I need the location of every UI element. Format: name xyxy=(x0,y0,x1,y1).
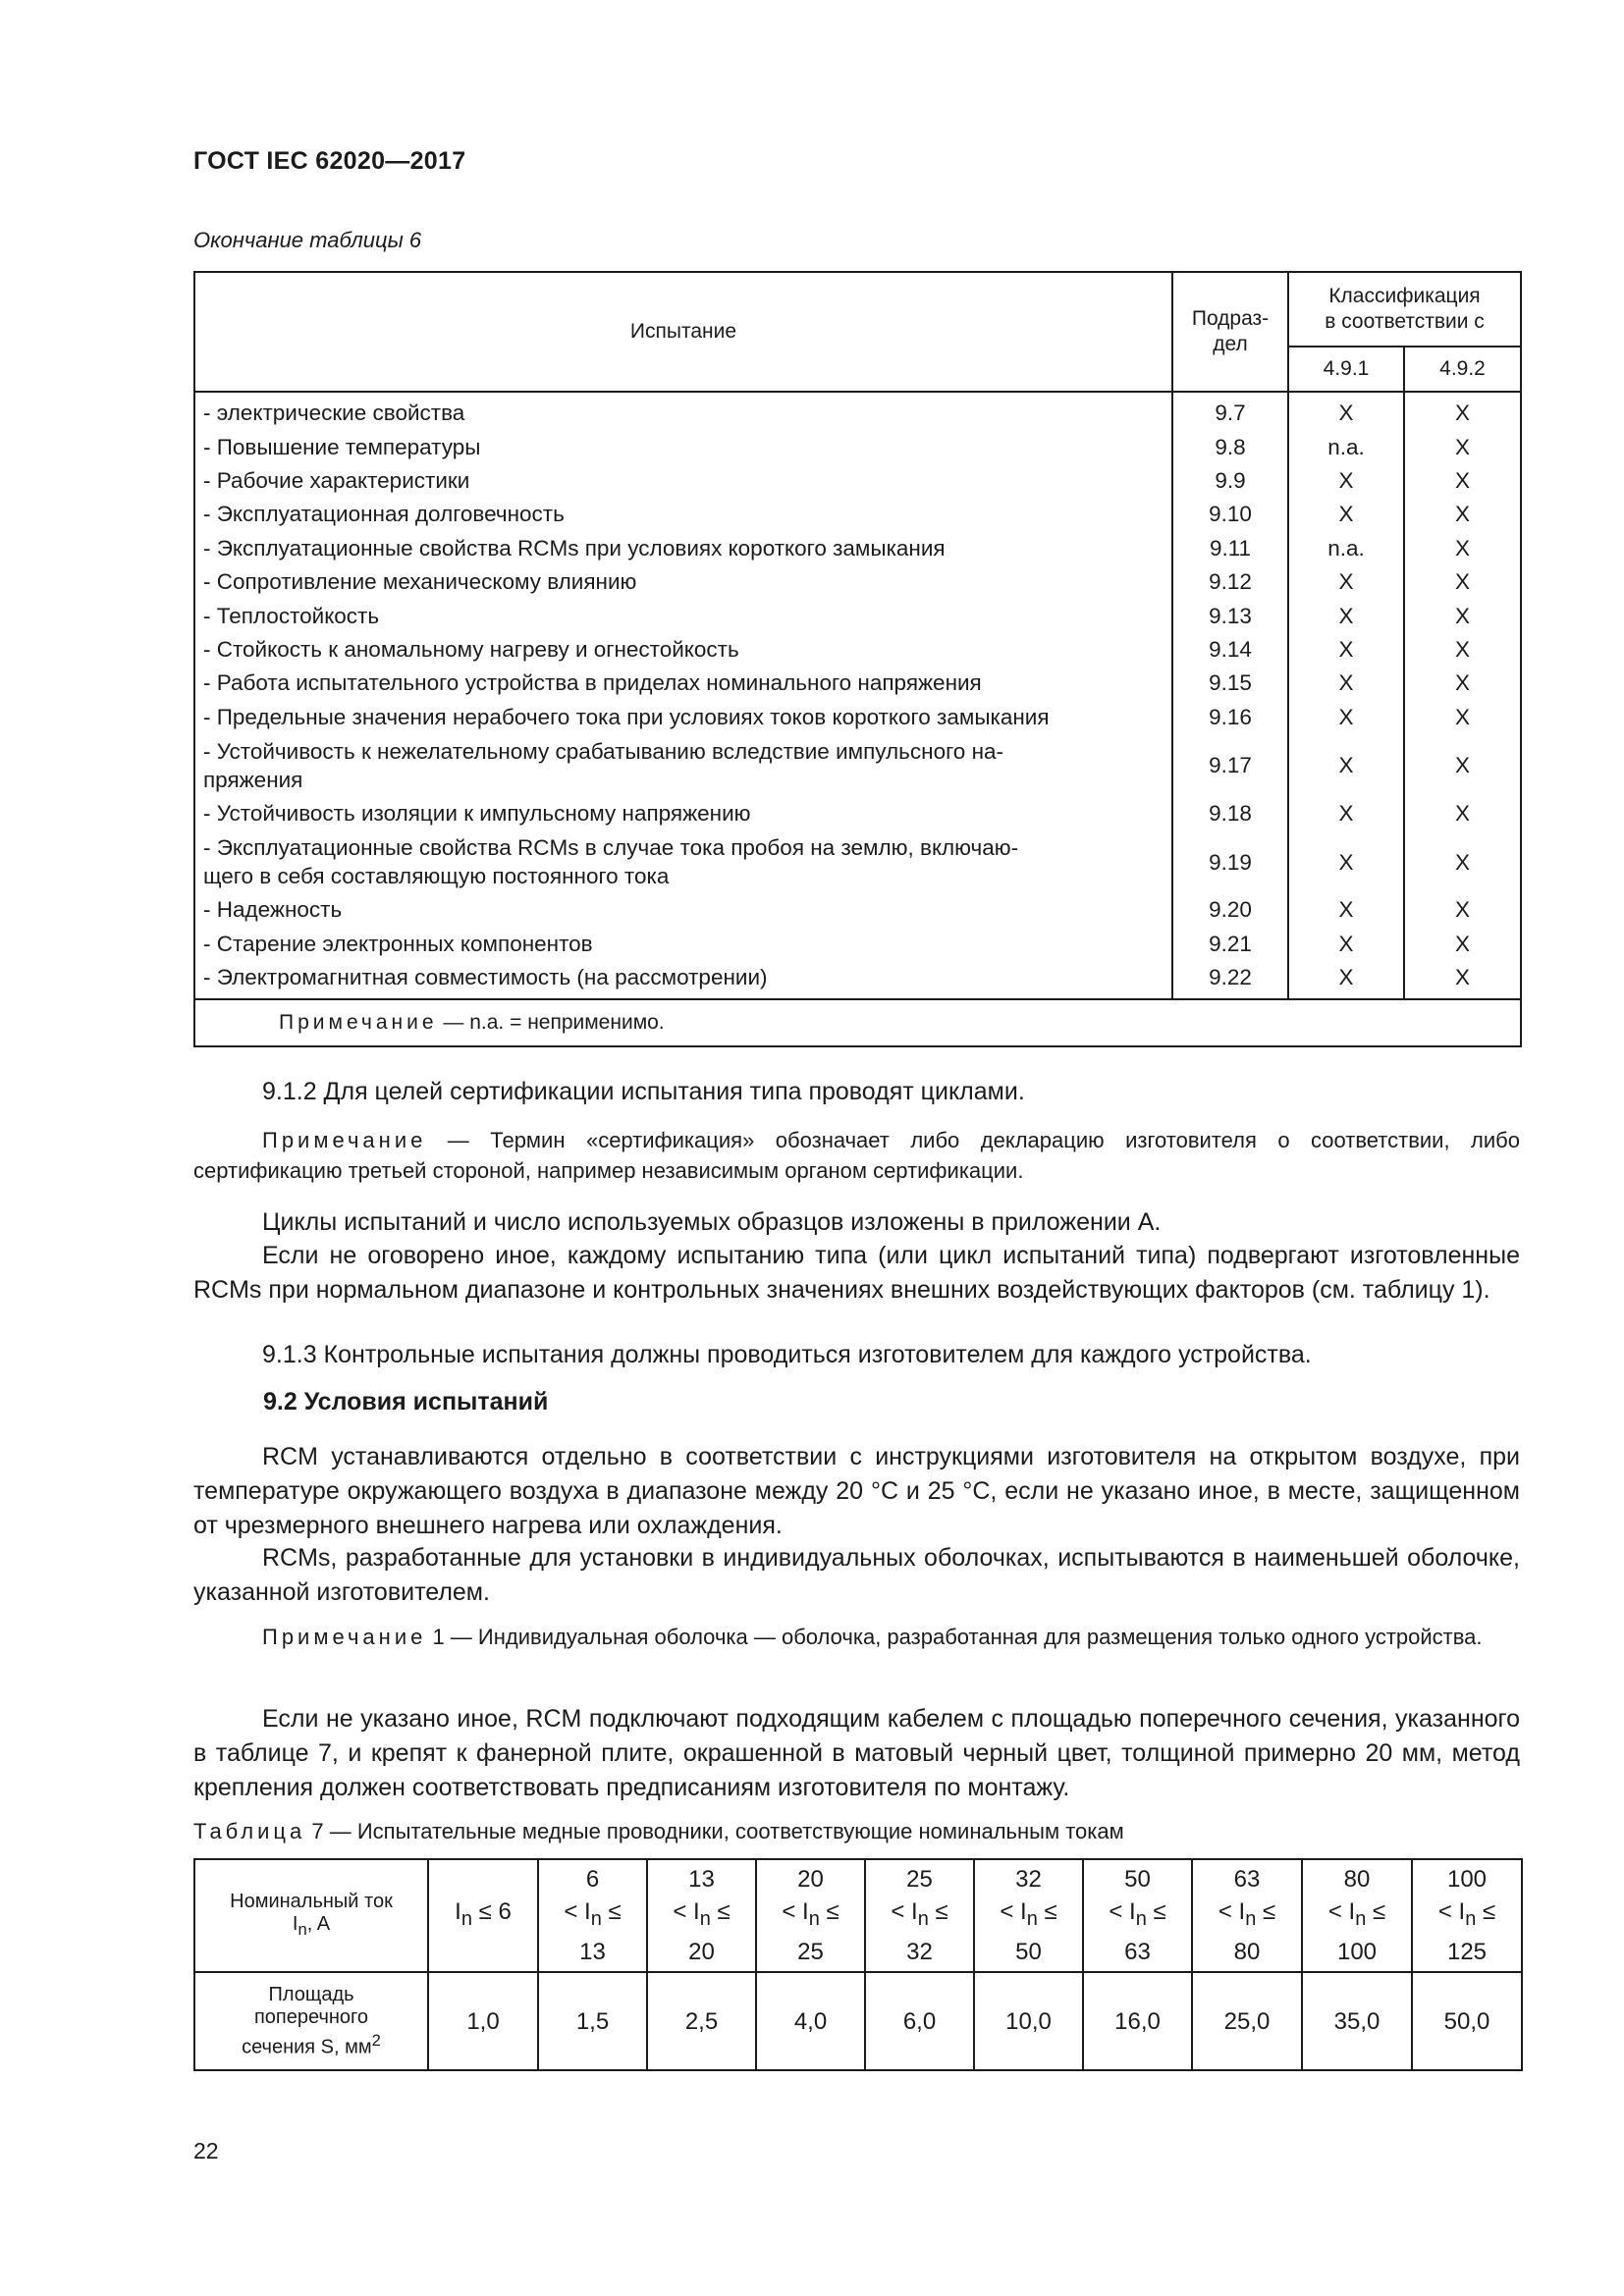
table7-area: 1,5 xyxy=(538,1972,647,2070)
table7-range: 50 < $I_n$ ≤ 63 xyxy=(1083,1859,1192,1972)
table6-cell-sub: 9.21 xyxy=(1172,928,1288,961)
note-1-enclosure xyxy=(193,1622,1520,1652)
table7-area: 1,0 xyxy=(428,1972,538,2070)
table6 xyxy=(193,271,1522,1047)
table6-cell-test: - электрические свойства xyxy=(194,392,1172,430)
table7-area: 4,0 xyxy=(756,1972,865,2070)
table7-range-first: $I_n \le 6$ xyxy=(428,1859,538,1972)
table6-cell-c1: X xyxy=(1288,893,1404,927)
table6-row xyxy=(194,392,1521,430)
table6-cell-test: - Эксплуатационная долговечность xyxy=(194,498,1172,531)
table7-range: 100 < $I_n$ ≤ 125 xyxy=(1412,1859,1522,1972)
table6-cell-c2: X xyxy=(1404,599,1521,632)
table6-cell-test: - Эксплуатационные свойства RCMs в случае тока пробоя на землю, включаю- щего в себя составляющую постоянного тока xyxy=(194,830,1172,893)
table7-area: 35,0 xyxy=(1302,1972,1412,2070)
table6-cell-sub: 9.18 xyxy=(1172,797,1288,830)
table6-cell-c1: X xyxy=(1288,830,1404,893)
note-1-text: 1 — Индивидуальная оболочка — оболочка, разработанная для размещения только одного устройства. xyxy=(426,1625,1483,1649)
table6-cell-c1: X xyxy=(1288,701,1404,734)
table6-row xyxy=(194,532,1521,565)
note-certification-label: Примечание xyxy=(262,1128,427,1152)
table6-row xyxy=(194,830,1521,893)
table6-cell-test: - Электромагнитная совместимость (на рассмотрении) xyxy=(194,961,1172,999)
table6-caption: Окончание таблицы 6 xyxy=(193,228,422,252)
table6-cell-c1: X xyxy=(1288,565,1404,599)
table6-row xyxy=(194,928,1521,961)
table7-range: 63 < $I_n$ ≤ 80 xyxy=(1192,1859,1302,1972)
table6-cell-sub: 9.13 xyxy=(1172,599,1288,632)
table6-cell-test: - Устойчивость изоляции к импульсному напряжению xyxy=(194,797,1172,830)
table6-cell-test: - Повышение температуры xyxy=(194,430,1172,463)
table6-cell-test: - Устойчивость к нежелательному срабатыванию вследствие импульсного на- пряжения xyxy=(194,734,1172,797)
table6-cell-test: - Надежность xyxy=(194,893,1172,927)
table6-body xyxy=(194,392,1521,999)
table6-cell-c2: X xyxy=(1404,667,1521,700)
table6-cell-c2: X xyxy=(1404,797,1521,830)
table6-cell-c1: X xyxy=(1288,734,1404,797)
table7-caption-label: Таблица xyxy=(193,1819,306,1843)
paragraph-test-cycles: Циклы испытаний и число используемых образцов изложены в приложении А. xyxy=(262,1208,1162,1236)
table6-cell-c2: X xyxy=(1404,430,1521,463)
table6-cell-test: - Старение электронных компонентов xyxy=(194,928,1172,961)
table6-row xyxy=(194,893,1521,927)
note-1-label: Примечание xyxy=(262,1625,427,1649)
table6-cell-c1: n.a. xyxy=(1288,430,1404,463)
table6-cell-c1: X xyxy=(1288,961,1404,999)
table6-cell-c1: X xyxy=(1288,392,1404,430)
table6-row xyxy=(194,961,1521,999)
table6-cell-test: - Стойкость к аномальному нагреву и огнестойкость xyxy=(194,633,1172,667)
section-heading-9-2: 9.2 Условия испытаний xyxy=(263,1388,549,1415)
table6-header-subsection: Подраз- дел xyxy=(1172,272,1288,392)
document-header: ГОСТ IEC 62020—2017 xyxy=(193,147,466,175)
table6-cell-c1: X xyxy=(1288,667,1404,700)
page-number: 22 xyxy=(193,2138,219,2163)
table6-header-4-9-2: 4.9.2 xyxy=(1404,347,1521,392)
table6-cell-sub: 9.9 xyxy=(1172,464,1288,498)
table7-range: 13 < $I_n$ ≤ 20 xyxy=(647,1859,756,1972)
note-certification xyxy=(193,1125,1520,1186)
paragraph-rcms-enclosure: RCMs, разработанные для установки в индивидуальных оболочках, испытываются в наименьшей оболочке, указанной изготовителем. xyxy=(193,1544,1520,1606)
note-certification-text: — Термин «сертификация» обозначает либо декларацию изготовителя о соответствии, либо сертификацию третьей стороной, например независимым органом сертификации. xyxy=(193,1128,1520,1183)
table6-cell-sub: 9.12 xyxy=(1172,565,1288,599)
table6-row xyxy=(194,633,1521,667)
table7-range: 80 < $I_n$ ≤ 100 xyxy=(1302,1859,1412,1972)
table6-cell-sub: 9.22 xyxy=(1172,961,1288,999)
table6-row xyxy=(194,430,1521,463)
table6-header-4-9-1: 4.9.1 xyxy=(1288,347,1404,392)
table7-range: 6 < $I_n$ ≤ 13 xyxy=(538,1859,647,1972)
table6-row xyxy=(194,701,1521,734)
table7-area: 2,5 xyxy=(647,1972,756,2070)
table6-cell-c2: X xyxy=(1404,565,1521,599)
table6-cell-c2: X xyxy=(1404,961,1521,999)
table6-cell-test: - Предельные значения нерабочего тока при условиях токов короткого замыкания xyxy=(194,701,1172,734)
table6-row xyxy=(194,667,1521,700)
table6-cell-test: - Эксплуатационные свойства RCMs при условиях короткого замыкания xyxy=(194,532,1172,565)
table6-cell-c2: X xyxy=(1404,830,1521,893)
table6-cell-c2: X xyxy=(1404,734,1521,797)
table6-row xyxy=(194,734,1521,797)
table7-rated-current-label: Номинальный ток $I_n$, A xyxy=(194,1859,428,1972)
table6-cell-c2: X xyxy=(1404,928,1521,961)
table6-cell-sub: 9.16 xyxy=(1172,701,1288,734)
table6-cell-test: - Работа испытательного устройства в приделах номинального напряжения xyxy=(194,667,1172,700)
paragraph-rcm-installation: RCM устанавливаются отдельно в соответствии с инструкциями изготовителя на открытом воздухе, при температуре окружающего воздуха в диапазоне между 20 °C и 25 °C, если не указано иное, в месте, защищенном от чрезмерного внешнего нагрева или охлаждения. xyxy=(193,1443,1520,1539)
table6-cell-c2: X xyxy=(1404,893,1521,927)
table6-row xyxy=(194,797,1521,830)
table6-cell-sub: 9.20 xyxy=(1172,893,1288,927)
table6-cell-sub: 9.7 xyxy=(1172,392,1288,430)
table6-row xyxy=(194,565,1521,599)
table6-cell-c1: X xyxy=(1288,633,1404,667)
table6-note xyxy=(194,999,1521,1046)
table6-cell-test: - Теплостойкость xyxy=(194,599,1172,632)
table6-row xyxy=(194,498,1521,531)
table6-cell-c1: X xyxy=(1288,498,1404,531)
table6-cell-c1: n.a. xyxy=(1288,532,1404,565)
table6-note-text: — n.a. = неприменимо. xyxy=(437,1011,665,1035)
table6-cell-c2: X xyxy=(1404,633,1521,667)
table6-cell-c2: X xyxy=(1404,532,1521,565)
table6-cell-c1: X xyxy=(1288,464,1404,498)
paragraph-cable-connection: Если не указано иное, RCM подключают подходящим кабелем с площадью поперечного сечения, указанного в таблице 7, и крепят к фанерной плите, окрашенной в матовый черный цвет, толщиной примерно 20 мм, метод крепления должен соответствовать предписаниям изготовителя по монтажу. xyxy=(193,1705,1520,1801)
table7-area: 10,0 xyxy=(974,1972,1083,2070)
table6-cell-c1: X xyxy=(1288,928,1404,961)
table6-cell-sub: 9.10 xyxy=(1172,498,1288,531)
table6-row xyxy=(194,599,1521,632)
table7-area: 16,0 xyxy=(1083,1972,1192,2070)
table7-area: 50,0 xyxy=(1412,1972,1522,2070)
table6-cell-c2: X xyxy=(1404,464,1521,498)
table7 xyxy=(193,1858,1523,2071)
paragraph-9-1-3: 9.1.3 Контрольные испытания должны проводиться изготовителем для каждого устройства. xyxy=(262,1341,1312,1368)
table6-cell-c2: X xyxy=(1404,701,1521,734)
table6-header-classification: Классификация в соответствии с xyxy=(1288,272,1521,347)
table6-cell-sub: 9.11 xyxy=(1172,532,1288,565)
table6-cell-sub: 9.14 xyxy=(1172,633,1288,667)
table6-cell-c1: X xyxy=(1288,797,1404,830)
table6-cell-sub: 9.8 xyxy=(1172,430,1288,463)
paragraph-9-1-2: 9.1.2 Для целей сертификации испытания типа проводят циклами. xyxy=(262,1078,1025,1105)
table7-caption-text: 7 — Испытательные медные проводники, соответствующие номинальным токам xyxy=(305,1819,1124,1843)
table6-cell-test: - Сопротивление механическому влиянию xyxy=(194,565,1172,599)
table6-cell-sub: 9.15 xyxy=(1172,667,1288,700)
table7-cross-section-label: Площадь поперечного сечения S, $мм^2$ xyxy=(194,1972,428,2070)
paragraph-unless-specified: Если не оговорено иное, каждому испытанию типа (или цикл испытаний типа) подвергают изготовленные RCMs при нормальном диапазоне и контрольных значениях внешних воздействующих факторов (см. таблицу 1). xyxy=(193,1242,1520,1304)
table7-range: 32 < $I_n$ ≤ 50 xyxy=(974,1859,1083,1972)
table7-range: 25 < $I_n$ ≤ 32 xyxy=(865,1859,974,1972)
table6-cell-c2: X xyxy=(1404,392,1521,430)
table6-cell-sub: 9.17 xyxy=(1172,734,1288,797)
table6-header-test: Испытание xyxy=(194,272,1172,392)
table6-cell-test: - Рабочие характеристики xyxy=(194,464,1172,498)
table6-cell-c1: X xyxy=(1288,599,1404,632)
table7-area: 6,0 xyxy=(865,1972,974,2070)
table7-caption xyxy=(193,1819,1124,1844)
table6-row xyxy=(194,464,1521,498)
table6-note-label: Примечание xyxy=(279,1011,438,1035)
table7-range: 20 < $I_n$ ≤ 25 xyxy=(756,1859,865,1972)
table7-area: 25,0 xyxy=(1192,1972,1302,2070)
table6-cell-sub: 9.19 xyxy=(1172,830,1288,893)
table6-cell-c2: X xyxy=(1404,498,1521,531)
